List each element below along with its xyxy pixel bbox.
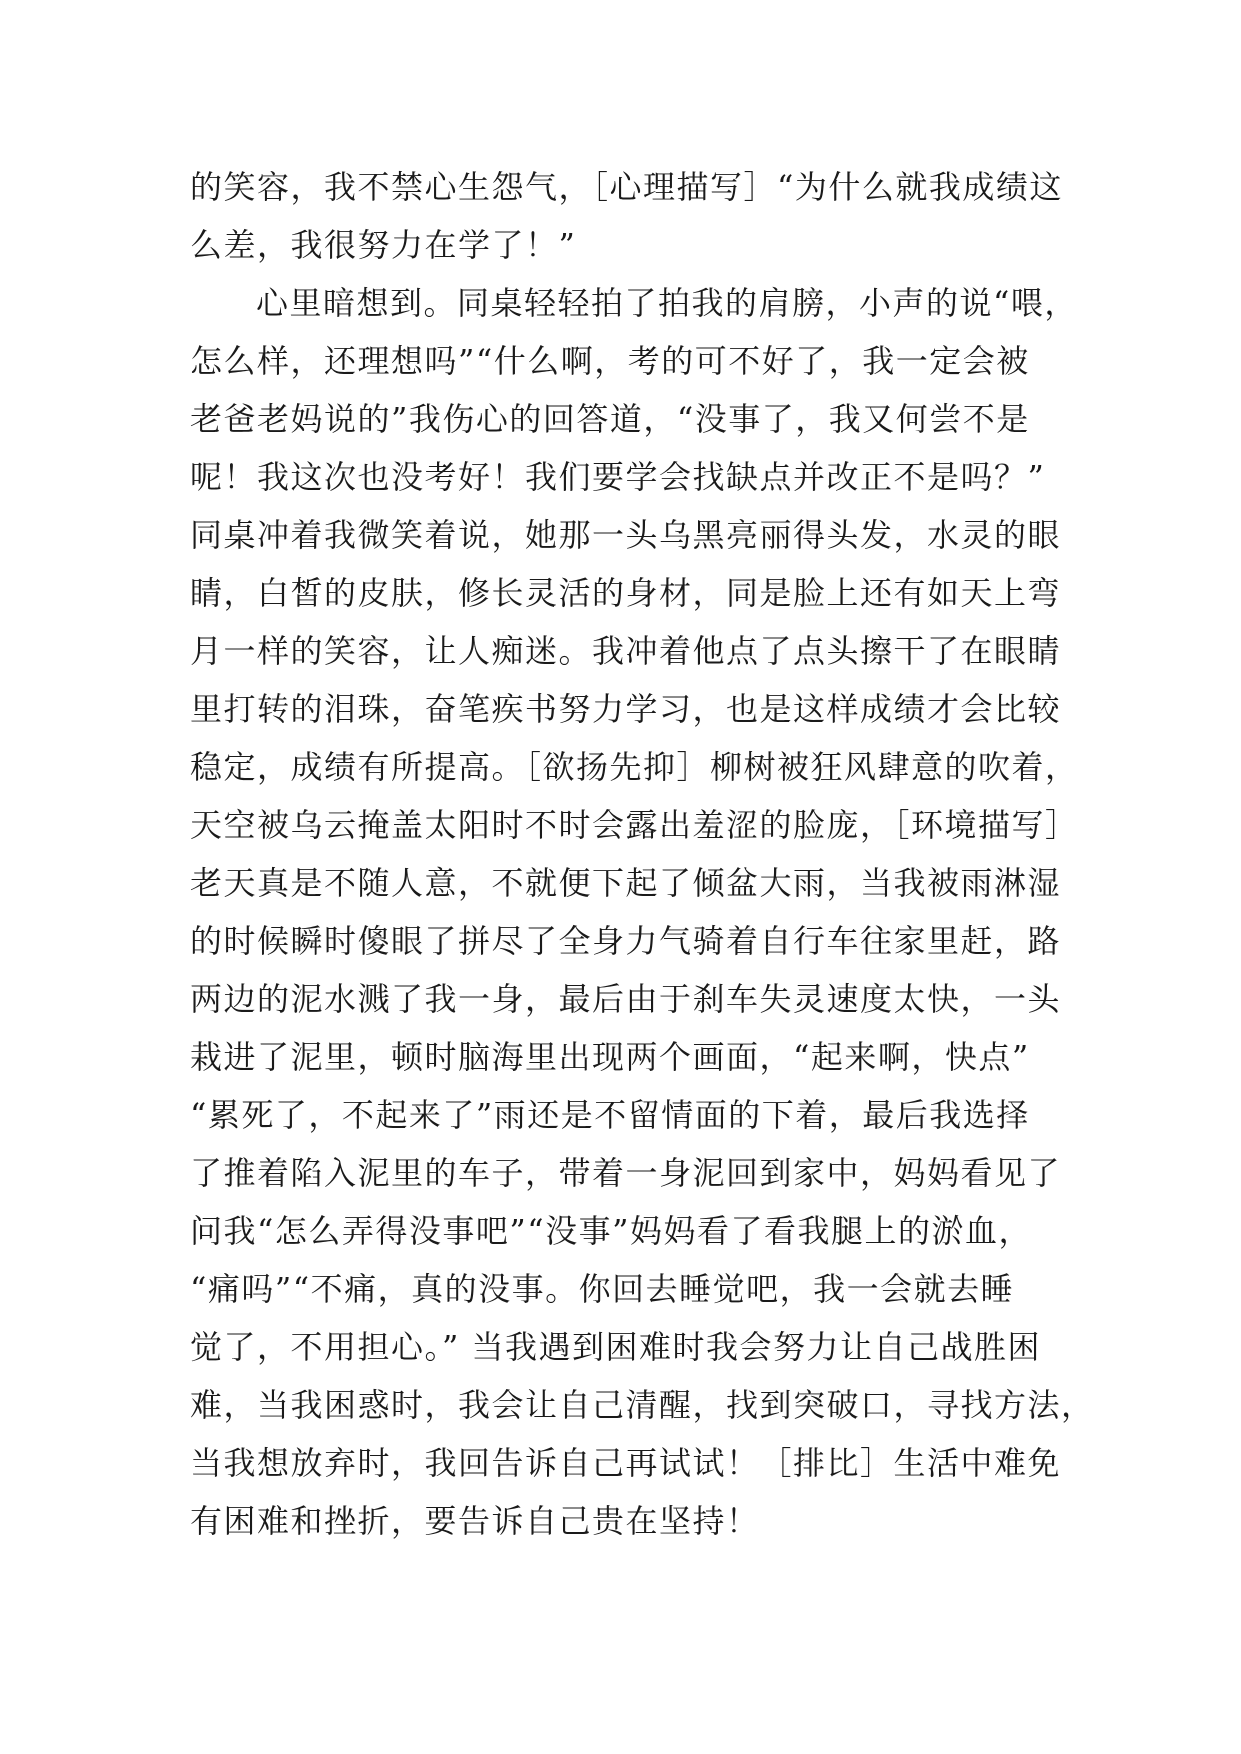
- text-line: 么差，我很努力在学了！”: [190, 226, 577, 264]
- text-line: 栽进了泥里，顿时脑海里出现两个画面，“起来啊，快点”: [190, 1038, 1030, 1076]
- paragraph-start-line: 心里暗想到。同桌轻轻拍了拍我的肩膀，小声的说“喂，: [256, 284, 1078, 322]
- text-line: 的时候瞬时傻眼了拼尽了全身力气骑着自行车往家里赶，路: [190, 922, 1062, 960]
- text-line: 两边的泥水溅了我一身，最后由于刹车失灵速度太快，一头: [190, 980, 1062, 1018]
- text-line: 老爸老妈说的”我伤心的回答道，“没事了，我又何尝不是: [190, 400, 1030, 438]
- essay-text: [190, 158, 1095, 1550]
- text-line: 当我想放弃时，我回告诉自己再试试！［排比］生活中难免: [190, 1444, 1062, 1482]
- text-line: 有困难和挫折，要告诉自己贵在坚持！: [190, 1502, 760, 1540]
- text-line: 的笑容，我不禁心生怨气，［心理描写］“为什么就我成绩这: [190, 168, 1063, 206]
- text-line: 同桌冲着我微笑着说，她那一头乌黑亮丽得头发，水灵的眼: [190, 516, 1062, 554]
- text-line: “痛吗”“不痛，真的没事。你回去睡觉吧，我一会就去睡: [190, 1270, 1015, 1308]
- text-line: 稳定，成绩有所提高。［欲扬先抑］柳树被狂风肆意的吹着，: [190, 748, 1079, 786]
- text-line: 难，当我困惑时，我会让自己清醒，找到突破口，寻找方法，: [190, 1386, 1095, 1424]
- text-line: 怎么样，还理想吗”“什么啊，考的可不好了，我一定会被: [190, 342, 1030, 380]
- text-line: 呢！我这次也没考好！我们要学会找缺点并改正不是吗？”: [190, 458, 1046, 496]
- text-line: 觉了，不用担心。” 当我遇到困难时我会努力让自己战胜困: [190, 1328, 1042, 1366]
- text-line: 了推着陷入泥里的车子，带着一身泥回到家中，妈妈看见了: [190, 1154, 1062, 1192]
- text-line: 天空被乌云掩盖太阳时不时会露出羞涩的脸庞，［环境描写］: [190, 806, 1079, 844]
- text-line: “累死了，不起来了”雨还是不留情面的下着，最后我选择: [190, 1096, 1030, 1134]
- text-line: 里打转的泪珠，奋笔疾书努力学习，也是这样成绩才会比较: [190, 690, 1062, 728]
- text-line: 睛，白皙的皮肤，修长灵活的身材，同是脸上还有如天上弯: [190, 574, 1062, 612]
- text-line: 老天真是不随人意，不就便下起了倾盆大雨，当我被雨淋湿: [190, 864, 1062, 902]
- text-line: 月一样的笑容，让人痴迷。我冲着他点了点头擦干了在眼睛: [190, 632, 1062, 670]
- text-line: 问我“怎么弄得没事吧”“没事”妈妈看了看我腿上的淤血，: [190, 1212, 1032, 1250]
